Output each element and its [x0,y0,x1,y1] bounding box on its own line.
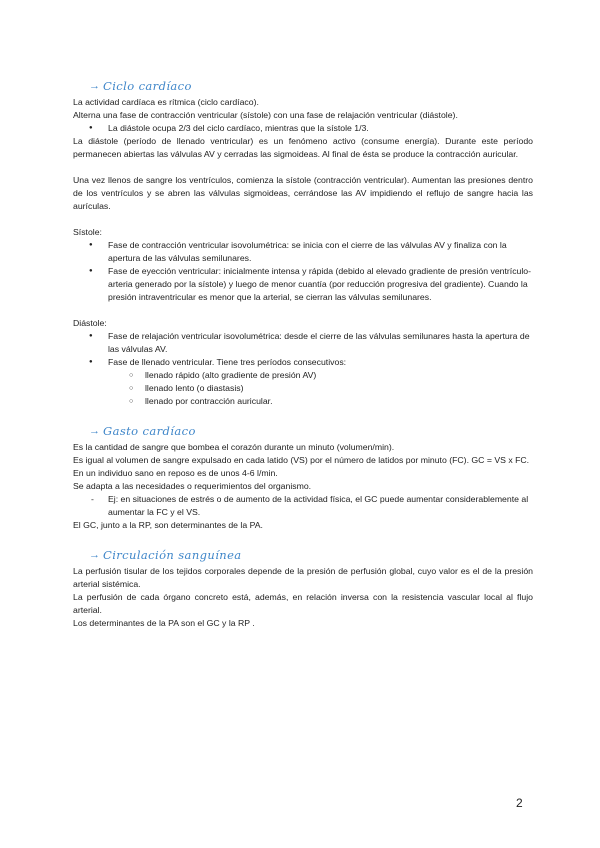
paragraph: En un individuo sano en reposo es de unos 4-6 l/min. [73,468,278,478]
arrow-right-icon: → [89,548,100,561]
sistole-label: Sístole: [73,227,102,237]
heading-text: Circulación sanguínea [103,547,242,562]
sistole-list [73,239,533,304]
list-item: ● La diástole ocupa 2/3 del ciclo cardíaco, mientras que la sístole 1/3. [73,122,533,135]
paragraph: Una vez llenos de sangre los ventrículos, comienza la sístole (contracción ventricular). Aumentan las presiones dentro de los ventrículos y se abren las válvulas sigmoideas, cerrándose las AV impidiendo el reflujo de sangre hacia las aurículas. [73,175,533,211]
list-item: - Ej: en situaciones de estrés o de aumento de la actividad física, el GC puede aumentar considerablemente al aumentar la FC y el VS. [73,493,533,519]
list-item: ● Fase de llenado ventricular. Tiene tres períodos consecutivos: [73,356,533,369]
diastole-list [73,330,533,369]
list-item: ● Fase de eyección ventricular: inicialmente intensa y rápida (debido al elevado gradiente de presión ventrículo-arteria generado por la sístole) y luego de menor cuantía (por reducción progresiva del gradiente). Cuando la presión intraventricular es menor que la arterial, se cierran las válvulas semilunares. [73,265,533,304]
paragraph: Se adapta a las necesidades o requerimientos del organismo. [73,481,312,491]
heading-text: Ciclo cardíaco [103,78,192,93]
section-heading-gasto [89,423,533,439]
paragraph: La perfusión tisular de los tejidos corporales depende de la presión de perfusión global, cuyo valor es el de la presión arterial sistémica. [73,566,533,589]
paragraph: Alterna una fase de contracción ventricular (sístole) con una fase de relajación ventricular (diástole). [73,110,458,120]
paragraph: El GC, junto a la RP, son determinantes de la PA. [73,520,263,530]
page-content [73,70,533,630]
section-heading-ciclo [89,78,533,94]
paragraph: Los determinantes de la PA son el GC y la RP . [73,618,255,628]
paragraph: Es igual al volumen de sangre expulsado en cada latido (VS) por el número de latidos por minuto (FC). GC = VS x FC. [73,455,530,465]
sub-list-item: ○ llenado rápido (alto gradiente de presión AV) [73,369,533,382]
dash-list [73,493,533,519]
paragraph: La perfusión de cada órgano concreto está, además, en relación inversa con la resistencia vascular local al flujo arterial. [73,592,533,615]
arrow-right-icon: → [89,424,100,437]
paragraph: Es la cantidad de sangre que bombea el corazón durante un minuto (volumen/min). [73,442,395,452]
arrow-right-icon: → [89,79,100,92]
paragraph: La diástole (período de llenado ventricular) es un fenómeno activo (consume energía). Durante este período permanecen abiertas las válvulas AV y cerradas las sigmoideas. Al final de ésta se produce la contracción auricular. [73,136,533,159]
list-item: ● Fase de relajación ventricular isovolumétrica: desde el cierre de las válvulas semilunares hasta la apertura de las válvulas AV. [73,330,533,356]
bullet-list [73,122,533,135]
sub-list-item: ○ llenado lento (o diastasis) [73,382,533,395]
llenado-sublist [73,369,533,408]
heading-text: Gasto cardíaco [103,423,196,438]
paragraph: La actividad cardíaca es rítmica (ciclo cardíaco). [73,97,259,107]
section-heading-circulacion [89,547,533,563]
page-number: 2 [516,796,523,810]
diastole-label: Diástole: [73,318,107,328]
sub-list-item: ○ llenado por contracción auricular. [73,395,533,408]
list-item: ● Fase de contracción ventricular isovolumétrica: se inicia con el cierre de las válvulas AV y finaliza con la apertura de las válvulas semilunares. [73,239,533,265]
